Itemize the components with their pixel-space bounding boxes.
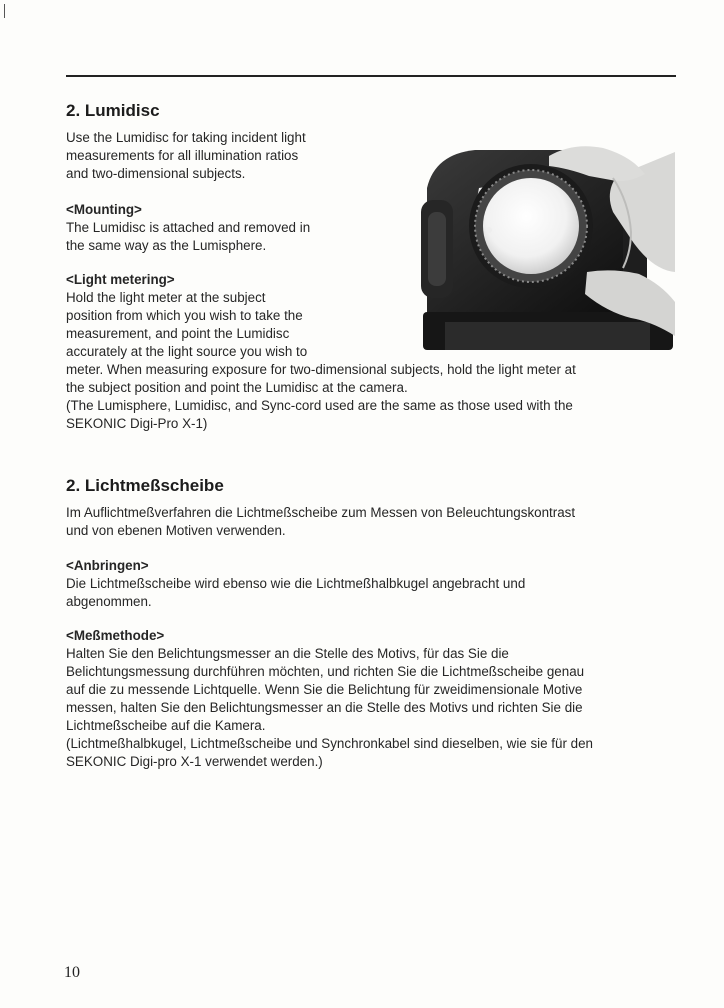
corner-mark (4, 4, 5, 18)
mounting-de-line: abgenommen. (66, 594, 152, 609)
mounting-en-line: The Lumidisc is attached and removed in (66, 220, 311, 235)
mounting-heading-de: <Anbringen> (66, 558, 149, 573)
mounting-en-line: the same way as the Lumisphere. (66, 238, 267, 253)
metering-de-line: Lichtmeßscheibe auf die Kamera. (66, 718, 266, 733)
mounting-en (66, 201, 366, 255)
metering-de-line: (Lichtmeßhalbkugel, Lichtmeßscheibe und Synchronkabel sind dieselben, wie sie für den (66, 736, 593, 751)
page-number: 10 (64, 964, 80, 981)
header-rule (66, 75, 676, 77)
mounting-de (66, 557, 676, 611)
metering-de-line: Belichtungsmessung durchführen möchten, und richten Sie die Lichtmeßscheibe genau (66, 664, 585, 679)
intro-en-line: Use the Lumidisc for taking incident light (66, 130, 306, 145)
intro-en-line: measurements for all illumination ratios (66, 148, 299, 163)
metering-de-line: SEKONIC Digi-pro X-1 verwendet werden.) (66, 754, 323, 769)
metering-heading-en: <Light metering> (66, 272, 175, 287)
metering-en-line: measurement, and point the Lumidisc (66, 326, 290, 341)
metering-de (66, 627, 676, 771)
metering-en-line: SEKONIC Digi-Pro X-1) (66, 416, 208, 431)
metering-de-line: auf die zu messende Lichtquelle. Wenn Sie die Belichtung für zweidimensionale Motive (66, 682, 583, 697)
mounting-heading-en: <Mounting> (66, 202, 142, 217)
metering-de-line: Halten Sie den Belichtungsmesser an die Stelle des Motivs, für das Sie die (66, 646, 509, 661)
lumidisc-photo (417, 122, 675, 350)
metering-en-line: accurately at the light source you wish to (66, 344, 308, 359)
intro-en-line: and two-dimensional subjects. (66, 166, 246, 181)
intro-de-line: und von ebenen Motiven verwenden. (66, 523, 286, 538)
metering-en-line: position from which you wish to take the (66, 308, 303, 323)
section-title-en: 2. Lumidisc (66, 101, 160, 120)
intro-de (66, 504, 676, 540)
metering-en-line: the subject position and point the Lumidisc at the camera. (66, 380, 408, 395)
metering-en-line: Hold the light meter at the subject (66, 290, 266, 305)
intro-de-line: Im Auflichtmeßverfahren die Lichtmeßscheibe zum Messen von Beleuchtungskontrast (66, 505, 576, 520)
intro-en (66, 129, 366, 183)
section-title-de: 2. Lichtmeßscheibe (66, 476, 224, 495)
mounting-de-line: Die Lichtmeßscheibe wird ebenso wie die Lichtmeßhalbkugel angebracht und (66, 576, 526, 591)
metering-en-line: (The Lumisphere, Lumidisc, and Sync-cord used are the same as those used with the (66, 398, 573, 413)
metering-de-line: messen, halten Sie den Belichtungsmesser an die Stelle des Motivs und richten Sie die (66, 700, 583, 715)
metering-heading-de: <Meßmethode> (66, 628, 165, 643)
metering-en-line: meter. When measuring exposure for two-dimensional subjects, hold the light meter at (66, 362, 576, 377)
